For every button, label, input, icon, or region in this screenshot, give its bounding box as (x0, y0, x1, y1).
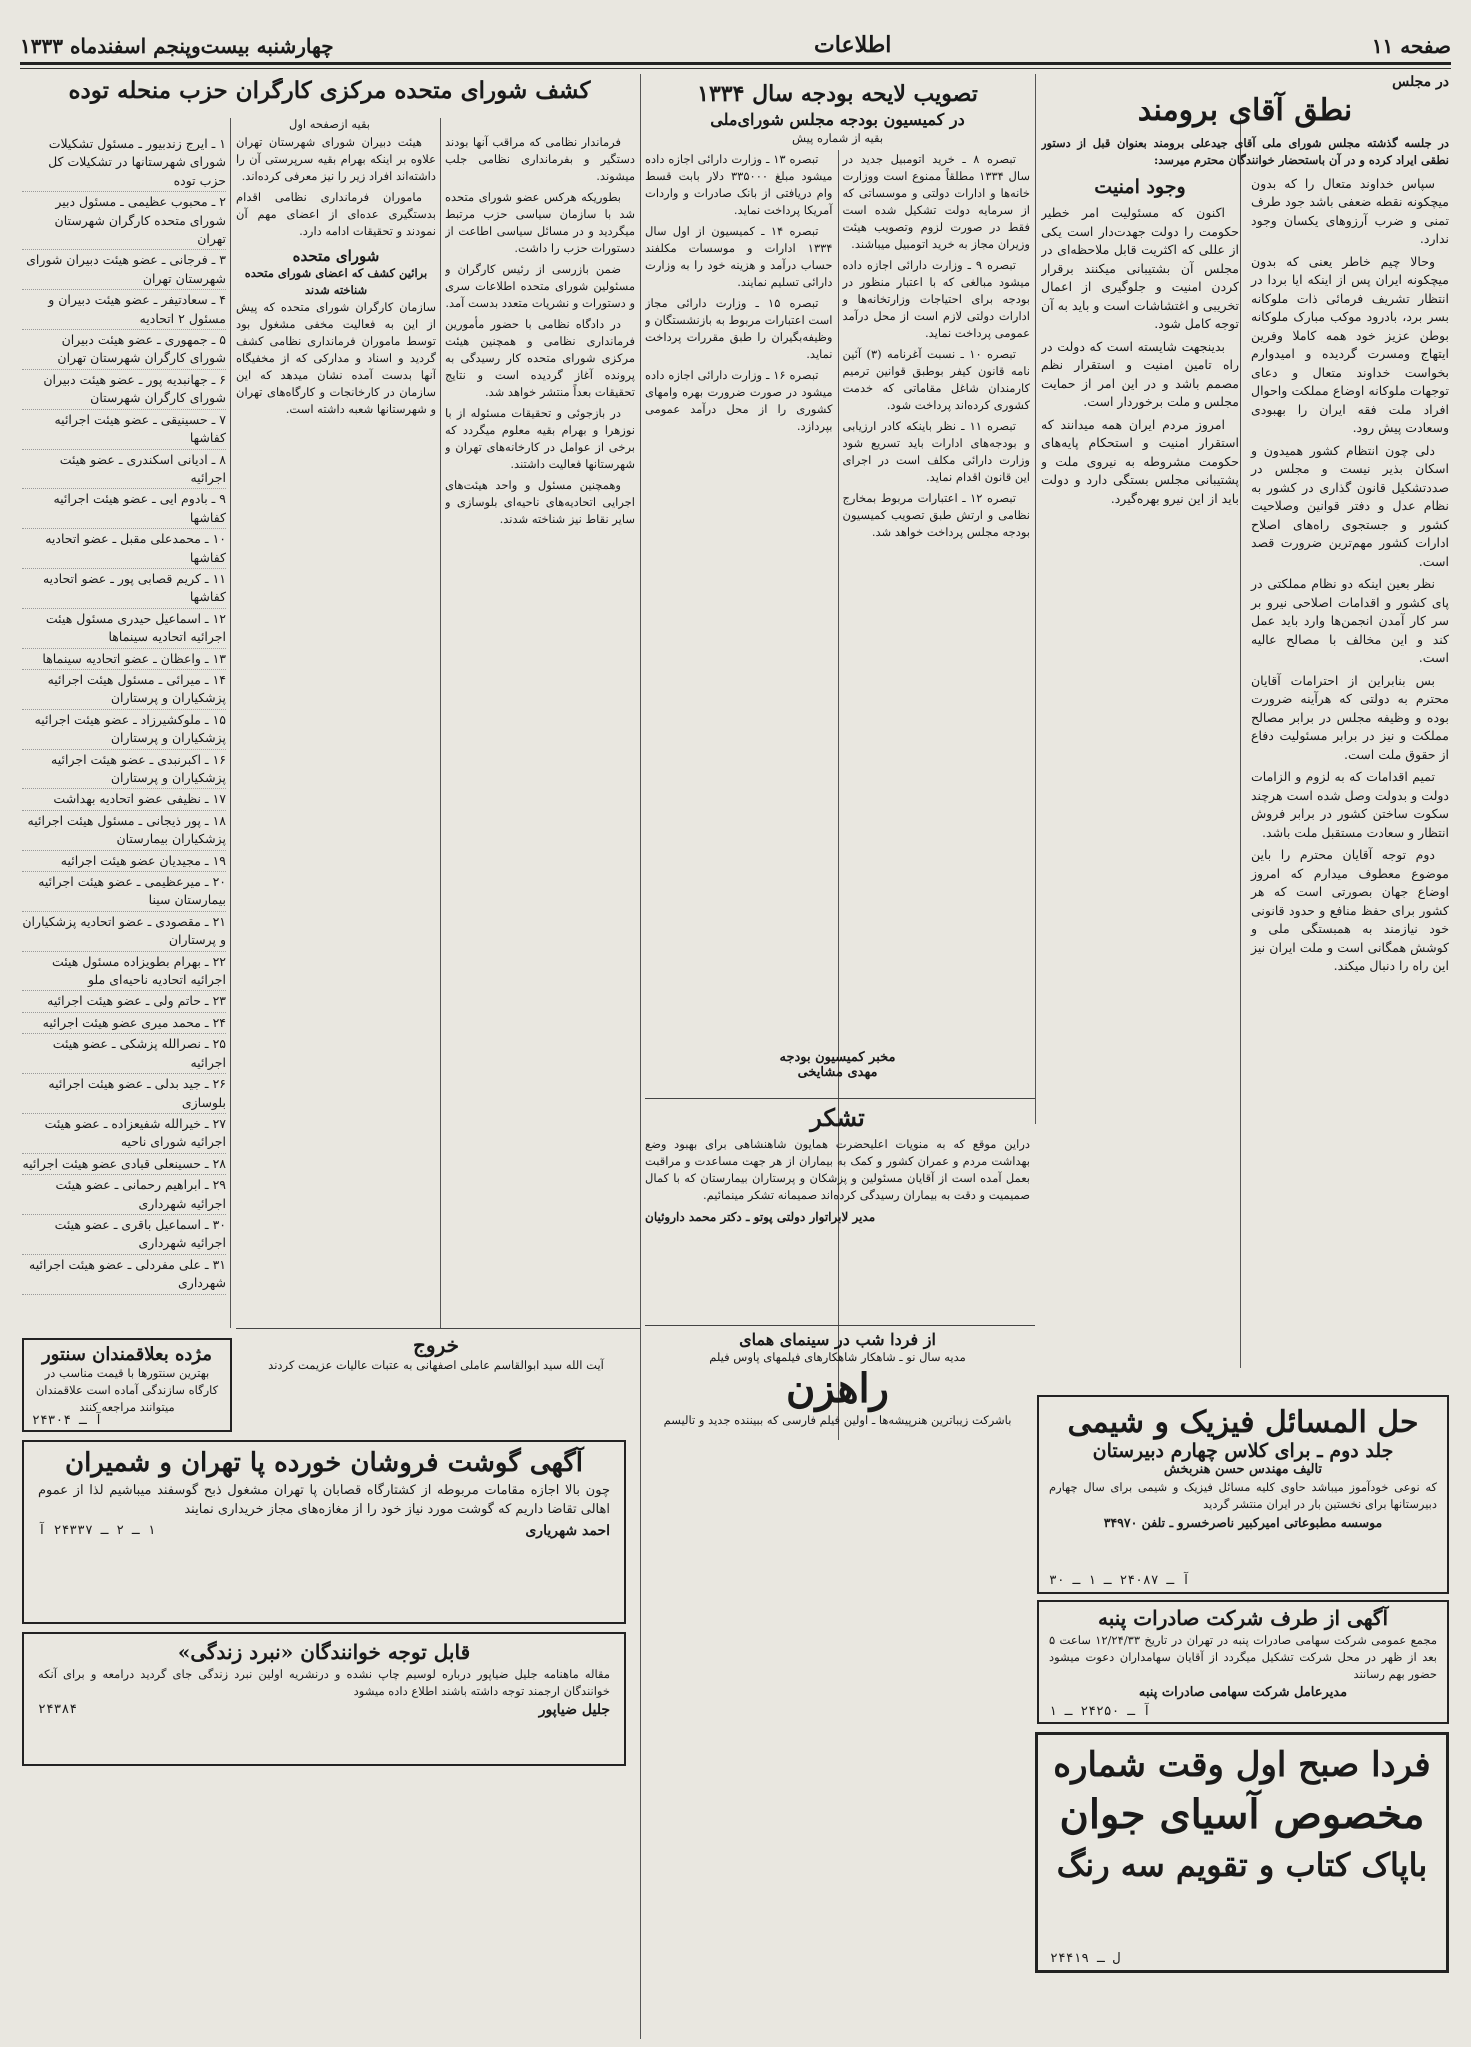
members-list (22, 134, 226, 1324)
paragraph: بس بنابراین از احترامات آقایان محترم به دولتی که هرآینه ضرورت بوده و وظیفه مجلس در برابر مصالح مملکت و نیز در برابر مسئولیت دفاع از حقوق ملت است. (1251, 672, 1449, 762)
readers-signature: جلیل ضیاپور (538, 1702, 610, 1718)
santur-ad (22, 1338, 232, 1432)
paragraph: بطوریکه هرکس عضو شورای متحده شد با سازمان سیاسی حزب مرتبط میگردید و در مسائل سیاسی اطاعت از دستورات حزب را داشت. (445, 190, 635, 255)
section-label: در مجلس (1392, 74, 1449, 90)
exit-title: خروج (413, 1334, 459, 1357)
asia-line-1: فردا صبح اول وقت شماره (1053, 1745, 1431, 1785)
cotton-body: مجمع عمومی شرکت سهامی صادرات پنبه در تهران در تاریخ ۱۲/۲۴/۳۳ ساعت ۵ بعد از ظهر در محل شرکت تشکیل میگردد از آقایان سهامداران دعوت میشود حضور بهم رسانند (1049, 1633, 1437, 1681)
issue-date: چهارشنبه بیست‌وپنجم اسفندماه ۱۳۳۳ (20, 34, 334, 58)
list-item: ۲۸ ـ حسینعلی قبادی عضو هیئت اجرائیه (22, 1154, 226, 1175)
physics-book-ad (1037, 1395, 1449, 1594)
book-body: که نوعی خودآموز میباشد حاوی کلیه مسائل فیزیک و شیمی برای سال چهارم دبیرستانها برای نخستین بار در ایران منتشر گردید (1049, 1480, 1437, 1511)
book-title: حل المسائل فیزیک و شیمی (1067, 1405, 1419, 1440)
cotton-signature: مدیرعامل شرکت سهامی صادرات پنبه (1138, 1685, 1348, 1700)
continued-note: بقیه از شماره پیش (791, 130, 884, 145)
cinema-ad (645, 1330, 1030, 1440)
readers-title: قابل توجه خوانندگان «نبرد زندگی» (177, 1640, 471, 1664)
paragraph: تبصره ۱۲ ـ اعتبارات مربوط بمخارج نظامی و ارتش طبق تصویب کمیسیون بودجه مجلس پرداخت خواهد شد. (842, 490, 1030, 539)
signer-name: مهدی مشایخی (797, 1065, 878, 1080)
ad-code: ۱ ـ ۲ ـ ۲۴۳۳۷ آ (38, 1523, 156, 1538)
meat-title: آگهی گوشت فروشان خورده پا تهران و شمیران (64, 1448, 584, 1478)
asia-line-2: مخصوص آسیای جوان (1059, 1791, 1425, 1838)
tudeh-body-right (445, 134, 635, 1314)
list-item: ۱۷ ـ نظیفی عضو اتحادیه بهداشت (22, 789, 226, 810)
list-item: ۲۵ ـ نصرالله پزشکی ـ عضو هیئت اجرائیه (22, 1034, 226, 1074)
cinema-subtitle: مدیه سال نو ـ شاهکار شاهکارهای فیلمهای پاوس فیلم (709, 1350, 966, 1364)
list-item: ۲۴ ـ محمد میری عضو هیئت اجرائیه (22, 1013, 226, 1034)
list-item: ۲۰ ـ میرعظیمی ـ عضو هیئت اجرائیه بیمارستان سینا (22, 872, 226, 912)
tudeh-body-mid (236, 134, 436, 1324)
list-item: ۲۳ ـ حاتم ولی ـ عضو هیئت اجرائیه (22, 991, 226, 1012)
exit-notice (236, 1334, 636, 1404)
list-item: ۱۶ ـ اکبرنبدی ـ عضو هیئت اجرائیه پزشکیاران و پرستاران (22, 750, 226, 790)
divider (645, 1325, 1035, 1326)
list-item: ۱۴ ـ میرائی ـ مسئول هیئت اجرائیه پزشکیاران و پرستاران (22, 670, 226, 710)
paragraph: ماموران فرمانداری نظامی اقدام بدستگیری عده‌ای از اعضای مهم آن نمودند و تحقیقات ادامه دارد. (236, 190, 436, 238)
subsection-body: سازمان کارگران شورای متحده که پیش از این به فعالیت مخفی مشغول بود توسط ماموران فرمانداری نظامی کشف گردید و اسناد و مدارکی که از مخفیگاه آنها بدست آمده نشان میدهد که این سازمان در کارخانجات و کارگاه‌های تهران و شهرستانها شعبه داشته است. (236, 300, 436, 417)
list-item: ۲۲ ـ بهرام بطویزاده مسئول هیئت اجرائیه اتحادیه ناحیه‌ای ملو (22, 952, 226, 992)
asia-javan-ad (1035, 1732, 1449, 1973)
list-item: ۱۵ ـ ملوکشیرزاد ـ عضو هیئت اجرائیه پزشکیاران و پرستاران (22, 710, 226, 750)
list-item: ۱۱ ـ کریم قصابی پور ـ عضو اتحادیه کفاشها (22, 569, 226, 609)
paragraph: تبصره ۱۰ ـ نسبت آغرنامه (۳) آئین نامه قانون کیفر بوطبق قوانین ترمیم کارمندان شاغل مقاماتی که خدمت کشوری کرده‌اند پرداخت شود. (842, 346, 1030, 412)
paragraph: سپاس خداوند متعال را که بدون میچکونه نقطه ضعفی باشد جود طرف تمنی و ضرب آرزوهای یکسان وجود ندارد. (1251, 175, 1449, 246)
subsection-title: وجود امنیت (1094, 175, 1186, 198)
list-item: ۹ ـ بادوم ایی ـ عضو هیئت اجرائیه کفاشها (22, 489, 226, 529)
book-subtitle: جلد دوم ـ برای کلاس چهارم دبیرستان (1092, 1440, 1394, 1462)
masthead (20, 18, 1451, 65)
cinema-film-title: راهزن (786, 1365, 889, 1412)
subsection-title: شورای متحده (292, 247, 380, 265)
list-item: ۱۰ ـ محمدعلی مقبل ـ عضو اتحادیه کفاشها (22, 529, 226, 569)
list-item: ۷ ـ حسینیقی ـ عضو هیئت اجرائیه کفاشها (22, 410, 226, 450)
paragraph: وهمچنین مسئول و واحد هیئت‌های اجرایی اتحادیه‌های ناحیه‌ای بلوسازی و سایر نقاط نیز شناخته شدند. (445, 478, 635, 526)
paragraph: امروز مردم ایران همه میدانند که استقرار امنیت و استحکام پایه‌های حکومت مشروطه به نیروی ملت و پشتیبانی مجلس بستگی دارد و دولت باید از این نیرو بهره‌گیرد. (1041, 416, 1239, 506)
article-body-right (1251, 175, 1449, 980)
article-title: نطق آقای برومند (1137, 93, 1353, 128)
santur-body: بهترین سنتورها با قیمت مناسب در کارگاه سازندگی آماده است علاقمندان میتوانند مراجعه کنند (35, 1366, 219, 1414)
readers-body: مقاله ماهنامه جلیل ضیاپور درباره لوسیم چاپ نشده و درنشریه اولین نبرد زندگی جای گردید درامعه و برای آنکه خوانندگان ارجمند توجه داشته باشند اطلاع داده میشود (38, 1667, 610, 1698)
article-title: تصویب لایحه بودجه سال ۱۳۳۴ (697, 81, 978, 107)
thanks-signature: مدیر لابراتوار دولتی پوتو ـ دکتر محمد داروئیان (645, 1209, 876, 1224)
cotton-export-ad (1037, 1600, 1449, 1724)
list-item: ۱ ـ ایرج زندبیور ـ مسئول تشکیلات شورای شهرستانها در تشکیلات کل حزب توده (22, 134, 226, 192)
column-rule (1035, 74, 1036, 1124)
article-body-left (1041, 175, 1239, 980)
column-rule (640, 74, 641, 2039)
paragraph: در بازجوئی و تحقیقات مسئوله از با نوزهرا و بهرام بقیه معلوم میگردد که برخی از عوامل در کارخانه‌های تهران و شهرستانها فعالیت داشتند. (445, 406, 635, 471)
ad-code: آ ـ ۲۴۲۵۰ ـ ۱ (1049, 1704, 1151, 1719)
paragraph: تبصره ۸ ـ خرید اتومبیل جدید در سال ۱۳۳۴ مطلقاً ممنوع است ووزارت خانه‌ها و ادارات دولتی و موسساتی که از سرمایه دولت تشکیل شده است فقط در صورت لزوم وتصویب هیئت وزیران مجاز به خرید اتومبیل میباشند. (842, 151, 1030, 251)
article-subtitle: در کمیسیون بودجه مجلس شورای‌ملی (710, 110, 965, 130)
budget-signature (645, 1050, 1030, 1090)
paragraph: تبصره ۱۶ ـ وزارت دارائی اجازه داده میشود در صورت ضرورت بهره وامهای کشوری را از محل درآمد عمومی بپردازد. (645, 367, 833, 433)
cinema-line: از فردا شب در سینمای همای (739, 1330, 936, 1349)
list-item: ۳ ـ فرجانی ـ عضو هیئت دبیران شورای شهرستان تهران (22, 250, 226, 290)
continued-row (22, 116, 637, 134)
cotton-title: آگهی از طرف شرکت صادرات پنبه (1097, 1606, 1389, 1630)
divider (645, 1098, 1035, 1099)
thanks-notice (645, 1104, 1030, 1319)
list-item: ۵ ـ جمهوری ـ عضو هیئت دبیران شورای کارگران شهرستان تهران (22, 330, 226, 370)
signer-role: مخبر کمیسیون بودجه (779, 1050, 896, 1065)
ad-code: ل ـ ۲۴۴۱۹ (1050, 1951, 1121, 1966)
paragraph: ضمن بازرسی از رئیس کارگران و مسئولین شورای متحده اطلاعات سری و دستورات و نشریات متعدد بدست آمد. (445, 262, 635, 310)
list-item: ۲۹ ـ ابراهیم رحمانی ـ عضو هیئت اجرائیه شهرداری (22, 1175, 226, 1215)
book-author: تالیف مهندس حسن هنربخش (1163, 1462, 1323, 1477)
list-item: ۳۰ ـ اسماعیل باقری ـ عضو هیئت اجرائیه شهرداری (22, 1215, 226, 1255)
paragraph: اکنون که مسئولیت امر خطیر حکومت را دولت جهدت‌دار است یکی از عللی که اکثریت قابل ملاحظه‌ای در مجلس آن بشتیبانی میکنند برقرار کردن امنیت و جلوگیری از اعمال تخریبی و اغتشاشات است و باید به آن توجه کامل شود. (1041, 205, 1239, 332)
list-item: ۲ ـ محبوب عظیمی ـ مسئول دبیر شورای متحده کارگران شهرستان تهران (22, 192, 226, 250)
column-rule (230, 118, 231, 1328)
budget-col-left (645, 151, 833, 545)
list-item: ۲۱ ـ مقصودی ـ عضو اتحادیه پزشکیاران و پرستاران (22, 912, 226, 952)
list-item: ۸ ـ ادیانی اسکندری ـ عضو هیئت اجرائیه (22, 450, 226, 490)
asia-line-3: باپاک کتاب و تقویم سه رنگ (1056, 1846, 1428, 1884)
paragraph: تمیم اقدامات که به لزوم و الزامات دولت و بدولت وصل شده است هرچند سکوت ساختن کشور در برابر فروش انتظار و سعادت مستقبل ملت باشد. (1251, 769, 1449, 840)
ad-code: آ ـ ۲۴۳۰۴ (32, 1413, 103, 1428)
santur-title: مژده بعلاقمندان سنتور (41, 1344, 213, 1365)
paragraph: تبصره ۱۵ ـ وزارت دارائی مجاز است اعتبارات مربوط به بازنشستگان و وظیفه‌بگیران را طبق مقررات پرداخت نماید. (645, 295, 833, 361)
subsection-lead: برائین کشف که اعضای شورای متحده شناخته شدند (244, 266, 428, 298)
article-lead: در جلسه گذشته مجلس شورای ملی آقای جیدعلی برومند بعنوان قبل از دستور نطقی ایراد کرده‌ و در آن باستحضار خوانندگان محترم میرسد: (1041, 135, 1449, 167)
ad-code: آ ـ ۲۴۰۸۷ ـ ۱ ـ ۳۰ (1049, 1573, 1190, 1588)
paragraph: نظر بعین اینکه دو نظام مملکتی در پای کشور و اقدامات اصلاحی نیرو بر سر کار آمدن انجمن‌ها وارد باید عمل کند و این مخالف با مصالح عالیه است. (1251, 576, 1449, 665)
article-budget (645, 74, 1030, 1124)
list-item: ۲۷ ـ خیرالله شفیعزاده ـ عضو هیئت اجرائیه شورای ناحیه (22, 1114, 226, 1154)
masthead-rule (20, 64, 1451, 69)
article-borumand (1041, 74, 1449, 1364)
paragraph: تبصره ۹ ـ وزارت دارائی اجازه داده میشود مبالغی که با اعتبار منظور در بودجه برای احتیاجات وزارتخانه‌ها و ادارات دولتی لازم است از محل درآمد عمومی پرداخت نماید. (842, 257, 1030, 340)
paragraph: در دادگاه نظامی با حضور مأمورین فرمانداری نظامی و همچنین هیئت مرکزی شورای متحده کار رسیدگی به پرونده آغاز گردیده است و نتایج تحقیقات بعداً منتشر خواهد شد. (445, 317, 635, 399)
page-number: صفحه ۱۱ (1371, 34, 1451, 58)
paragraph: تبصره ۱۱ ـ نظر باینکه کادر ارزیابی و بودجه‌های ادارات باید تسریع شود وزارت دارائی مکلف است در اجرای این قانون اقدام نماید. (842, 418, 1030, 484)
continued-note: بقیه ازصفحه اول (289, 117, 370, 131)
column-rule (440, 118, 441, 1328)
divider (236, 1328, 640, 1329)
meat-body: چون بالا اجازه مقامات مربوطه از کشتارگاه قصابان پا تهران مشغول ذبح گوسفند میباشیم لذا از عموم اهالی تقاضا داریم که گوشت مورد نیاز خود را از مغازه‌های مجاز خریداری نمایند (38, 1483, 610, 1517)
list-item: ۴ ـ سعادتیفر ـ عضو هیئت دبیران و مسئول ۲ اتحادیه (22, 290, 226, 330)
paragraph: دلی چون انتظام کشور همیدون و اسکان بذیر نیست و مجلس در صددتشکیل قانون گذاری در کشور به نظام عدل و دفتر قوانین وصلاحیت کشور و جستجوی راه‌های اصلاح ادارات کشور مهم‌ترین ضرورت قصد است. (1251, 442, 1449, 569)
list-item: ۲۶ ـ جید بدلی ـ عضو هیئت اجرائیه بلوسازی (22, 1074, 226, 1114)
exit-body: آیت الله سید ابوالقاسم عاملی اصفهانی به عتبات عالیات عزیمت کردند (268, 1358, 604, 1372)
paragraph: فرماندار نظامی که مراقب آنها بودند دستگیر و بفرمانداری نظامی جلب میشوند. (445, 135, 635, 183)
meat-signature: احمد شهریاری (525, 1523, 610, 1539)
paragraph: تبصره ۱۳ ـ وزارت دارائی اجازه داده میشود مبلغ ۳۳۵۰۰۰ دلار بابت قسط وام دریافتی از بانک صادرات و واردات آمریکا پرداخت نماید. (645, 151, 833, 217)
list-item: ۱۹ ـ مجیدیان عضو هیئت اجرائیه (22, 851, 226, 872)
list-item: ۱۳ ـ واعظان ـ عضو اتحادیه سینماها (22, 649, 226, 670)
ad-code: ۲۴۳۸۴ (38, 1702, 78, 1717)
list-item: ۱۸ ـ پور ذیجانی ـ مسئول هیئت اجرائیه پزشکیاران بیمارستان (22, 811, 226, 851)
article-tudeh-header (22, 78, 637, 118)
paragraph: تبصره ۱۴ ـ کمیسیون از اول سال ۱۳۳۴ ادارات و موسسات مکلفند حساب درآمد و هزینه خود را به وزارت دارائی تسلیم نمایند. (645, 223, 833, 289)
list-item: ۶ ـ جهانبدیه پور ـ عضو هیئت دبیران شورای کارگران شهرستان (22, 370, 226, 410)
readers-notice (22, 1632, 626, 1766)
book-publisher: موسسه مطبوعاتی امیرکبیر ناصرخسرو ـ تلفن ۳۴۹۷۰ (1103, 1515, 1383, 1530)
paragraph: هیئت دبیران شورای شهرستان تهران علاوه بر اینکه بهرام بقیه سرپرستی آن را داشته‌اند افراد زیر را نیز معرفی کرده‌اند. (236, 135, 436, 183)
list-item: ۱۲ ـ اسماعیل حیدری مسئول هیئت اجرائیه اتحادیه سینماها (22, 609, 226, 649)
paper-name: اطلاعات (814, 32, 892, 58)
paragraph: وحالا چیم خاطر یعنی که بدون میچکونه ایران پس از اینکه ایا بردا در انتظار تشریف فرمائی ذات ملوکانه بسر برد، بادرود موکب مبارک ملوکانه بوطن عزیز خود همه کاملا وفرین ایتهاج ومسرت گردیده‌ و امیدوارم بخواست خداوند متعال و دعای توجهات ملوکانه اوضاع مملکت واحوال افراد ملت فقه ایران را بهبودی وسعادت پیش رود. (1251, 253, 1449, 435)
thanks-title: تشکر (810, 1104, 865, 1132)
meat-ad (22, 1440, 626, 1624)
paragraph: بدینجهت شایسته است که دولت در راه تامین امنیت و استقرار نظم مصمم باشد و در این امر از حمایت مجلس و ملت برخوردار است. (1041, 338, 1239, 410)
cinema-foot: باشرکت زیباترین هنرپیشه‌ها ـ اولین فیلم فارسی که ببیننده جدید و تالیسم (663, 1413, 1012, 1427)
paragraph: دوم توجه آقایان محترم را باین موضوع معطوف میدارم که امروز اوضاع جهان بصورتی است که هر کشور برای حفظ منافع و حدود قانونی خود نیازمند به همبستگی ملی و کوشش همگانی است و ملت ایران نیز این راه را دنبال میکند. (1251, 847, 1449, 973)
budget-col-right (843, 151, 1031, 545)
list-item: ۳۱ ـ علی مفردلی ـ عضو هیئت اجرائیه شهرداری (22, 1255, 226, 1295)
article-title: کشف شورای متحده مرکزی کارگران حزب منحله توده (68, 78, 591, 104)
thanks-body: دراین موقع که به منویات اعلیحضرت همایون شاهنشاهی برای بهبود وضع بهداشت مردم و عمران کشور و کمک به بیماران از هر جهت مساعدت و مراقبت بعمل آمده است از آقایان مسئولین و پزشکان و پرستاران بیمارستان که با کمال صمیمیت و دقت به بیماران رسیدگی کرده‌اند صمیمانه تشکر مینمائیم. (645, 1136, 1030, 1202)
